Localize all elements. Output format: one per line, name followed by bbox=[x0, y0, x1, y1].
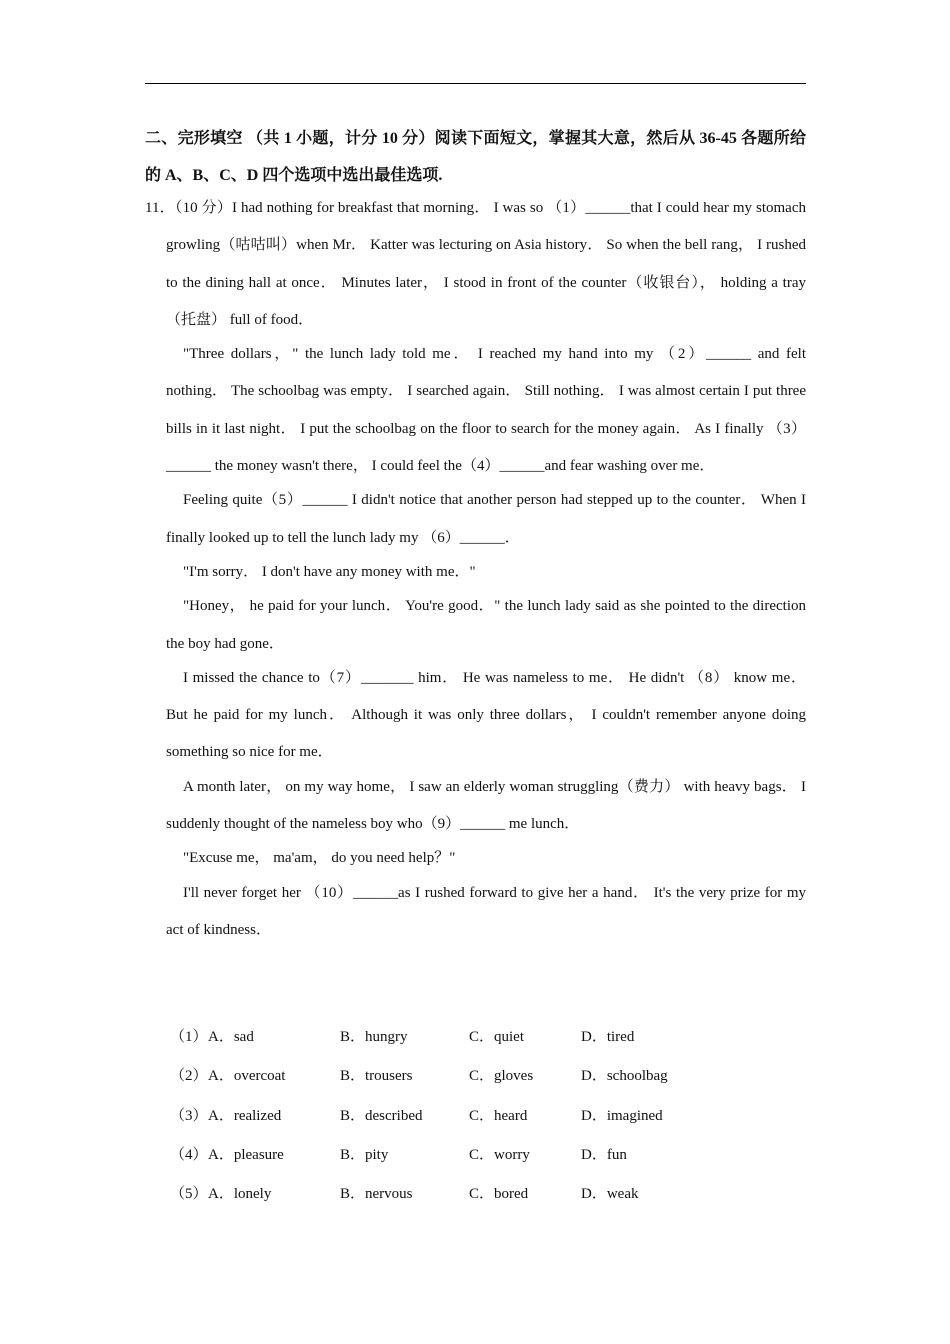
passage-paragraph: "I'm sorry． I don't have any money with me．" bbox=[183, 563, 476, 580]
option-b: B．pity bbox=[340, 1146, 389, 1163]
question-number: （4） bbox=[170, 1146, 208, 1163]
option-d: D．fun bbox=[581, 1146, 627, 1163]
section-heading: 二、完形填空 （共 1 小题，计分 10 分）阅读下面短文，掌握其大意，然后从 36-45 各题所给的 A、B、C、D 四个选项中选出最佳选项. bbox=[145, 130, 806, 184]
option-c: C．bored bbox=[469, 1186, 529, 1203]
passage-paragraph: "Three dollars，" the lunch lady told me． I reached my hand into my （2）______ and felt nothing． The schoolbag was empty． I searched again． Still nothing． I was almost certain I put three bills in it last night． I put the schoolbag on the floor to search for the money again． As I finally （3）______ the money wasn't there， I could feel the（4）______and fear washing over me． bbox=[166, 346, 806, 475]
option-a: A．pleasure bbox=[208, 1146, 284, 1163]
option-c: C．worry bbox=[469, 1146, 530, 1163]
option-d: D．weak bbox=[581, 1186, 639, 1203]
option-c: C．quiet bbox=[469, 1029, 524, 1045]
option-c: C．gloves bbox=[469, 1068, 534, 1085]
passage-paragraph: "Excuse me， ma'am， do you need help？" bbox=[183, 850, 456, 867]
question-number: （2） bbox=[170, 1068, 208, 1085]
top-rule bbox=[145, 83, 806, 84]
option-d: D．tired bbox=[581, 1029, 635, 1045]
question-number: （3） bbox=[170, 1107, 208, 1124]
passage-paragraph: I missed the chance to（7）_______ him． He was nameless to me． He didn't （8） know me． But he paid for my lunch． Although it was only three dollars， I couldn't remember anyone doing something so nice for me． bbox=[166, 669, 806, 761]
passage-paragraph: 11．（10 分）I had nothing for breakfast that morning． I was so （1）______that I could hear my stomach growling（咕咕叫）when Mr． Katter was lecturing on Asia history． So when the bell rang， I rushed to the dining hall at once． Minutes later， I stood in front of the counter（收银台）， holding a tray（托盘） full of food． bbox=[145, 200, 806, 328]
passage-paragraph: "Honey， he paid for your lunch． You're good．" the lunch lady said as she pointed to the direction the boy had gone． bbox=[166, 598, 806, 652]
option-d: D．imagined bbox=[581, 1107, 663, 1124]
option-a: A．overcoat bbox=[208, 1068, 286, 1085]
option-d: D．schoolbag bbox=[581, 1068, 668, 1085]
option-b: B．nervous bbox=[340, 1186, 413, 1203]
question-number: （1） bbox=[170, 1029, 208, 1045]
passage-paragraph: Feeling quite（5）______ I didn't notice that another person had stepped up to the counter． When I finally looked up to tell the lunch lady my （6）______． bbox=[166, 492, 806, 546]
option-b: B．described bbox=[340, 1107, 423, 1124]
option-a: A．lonely bbox=[208, 1186, 272, 1203]
option-c: C．heard bbox=[469, 1107, 528, 1124]
option-b: B．hungry bbox=[340, 1029, 408, 1045]
option-a: A．realized bbox=[208, 1107, 282, 1124]
cloze-passage bbox=[145, 190, 806, 946]
option-a: A．sad bbox=[208, 1029, 254, 1045]
passage-paragraph: A month later， on my way home， I saw an elderly woman struggling（费力） with heavy bags． I suddenly thought of the nameless boy who（9）______ me lunch． bbox=[166, 778, 806, 833]
question-number: （5） bbox=[170, 1186, 208, 1203]
option-b: B．trousers bbox=[340, 1068, 413, 1085]
passage-paragraph: I'll never forget her （10）______as I rushed forward to give her a hand． It's the very prize for my act of kindness． bbox=[166, 884, 806, 938]
